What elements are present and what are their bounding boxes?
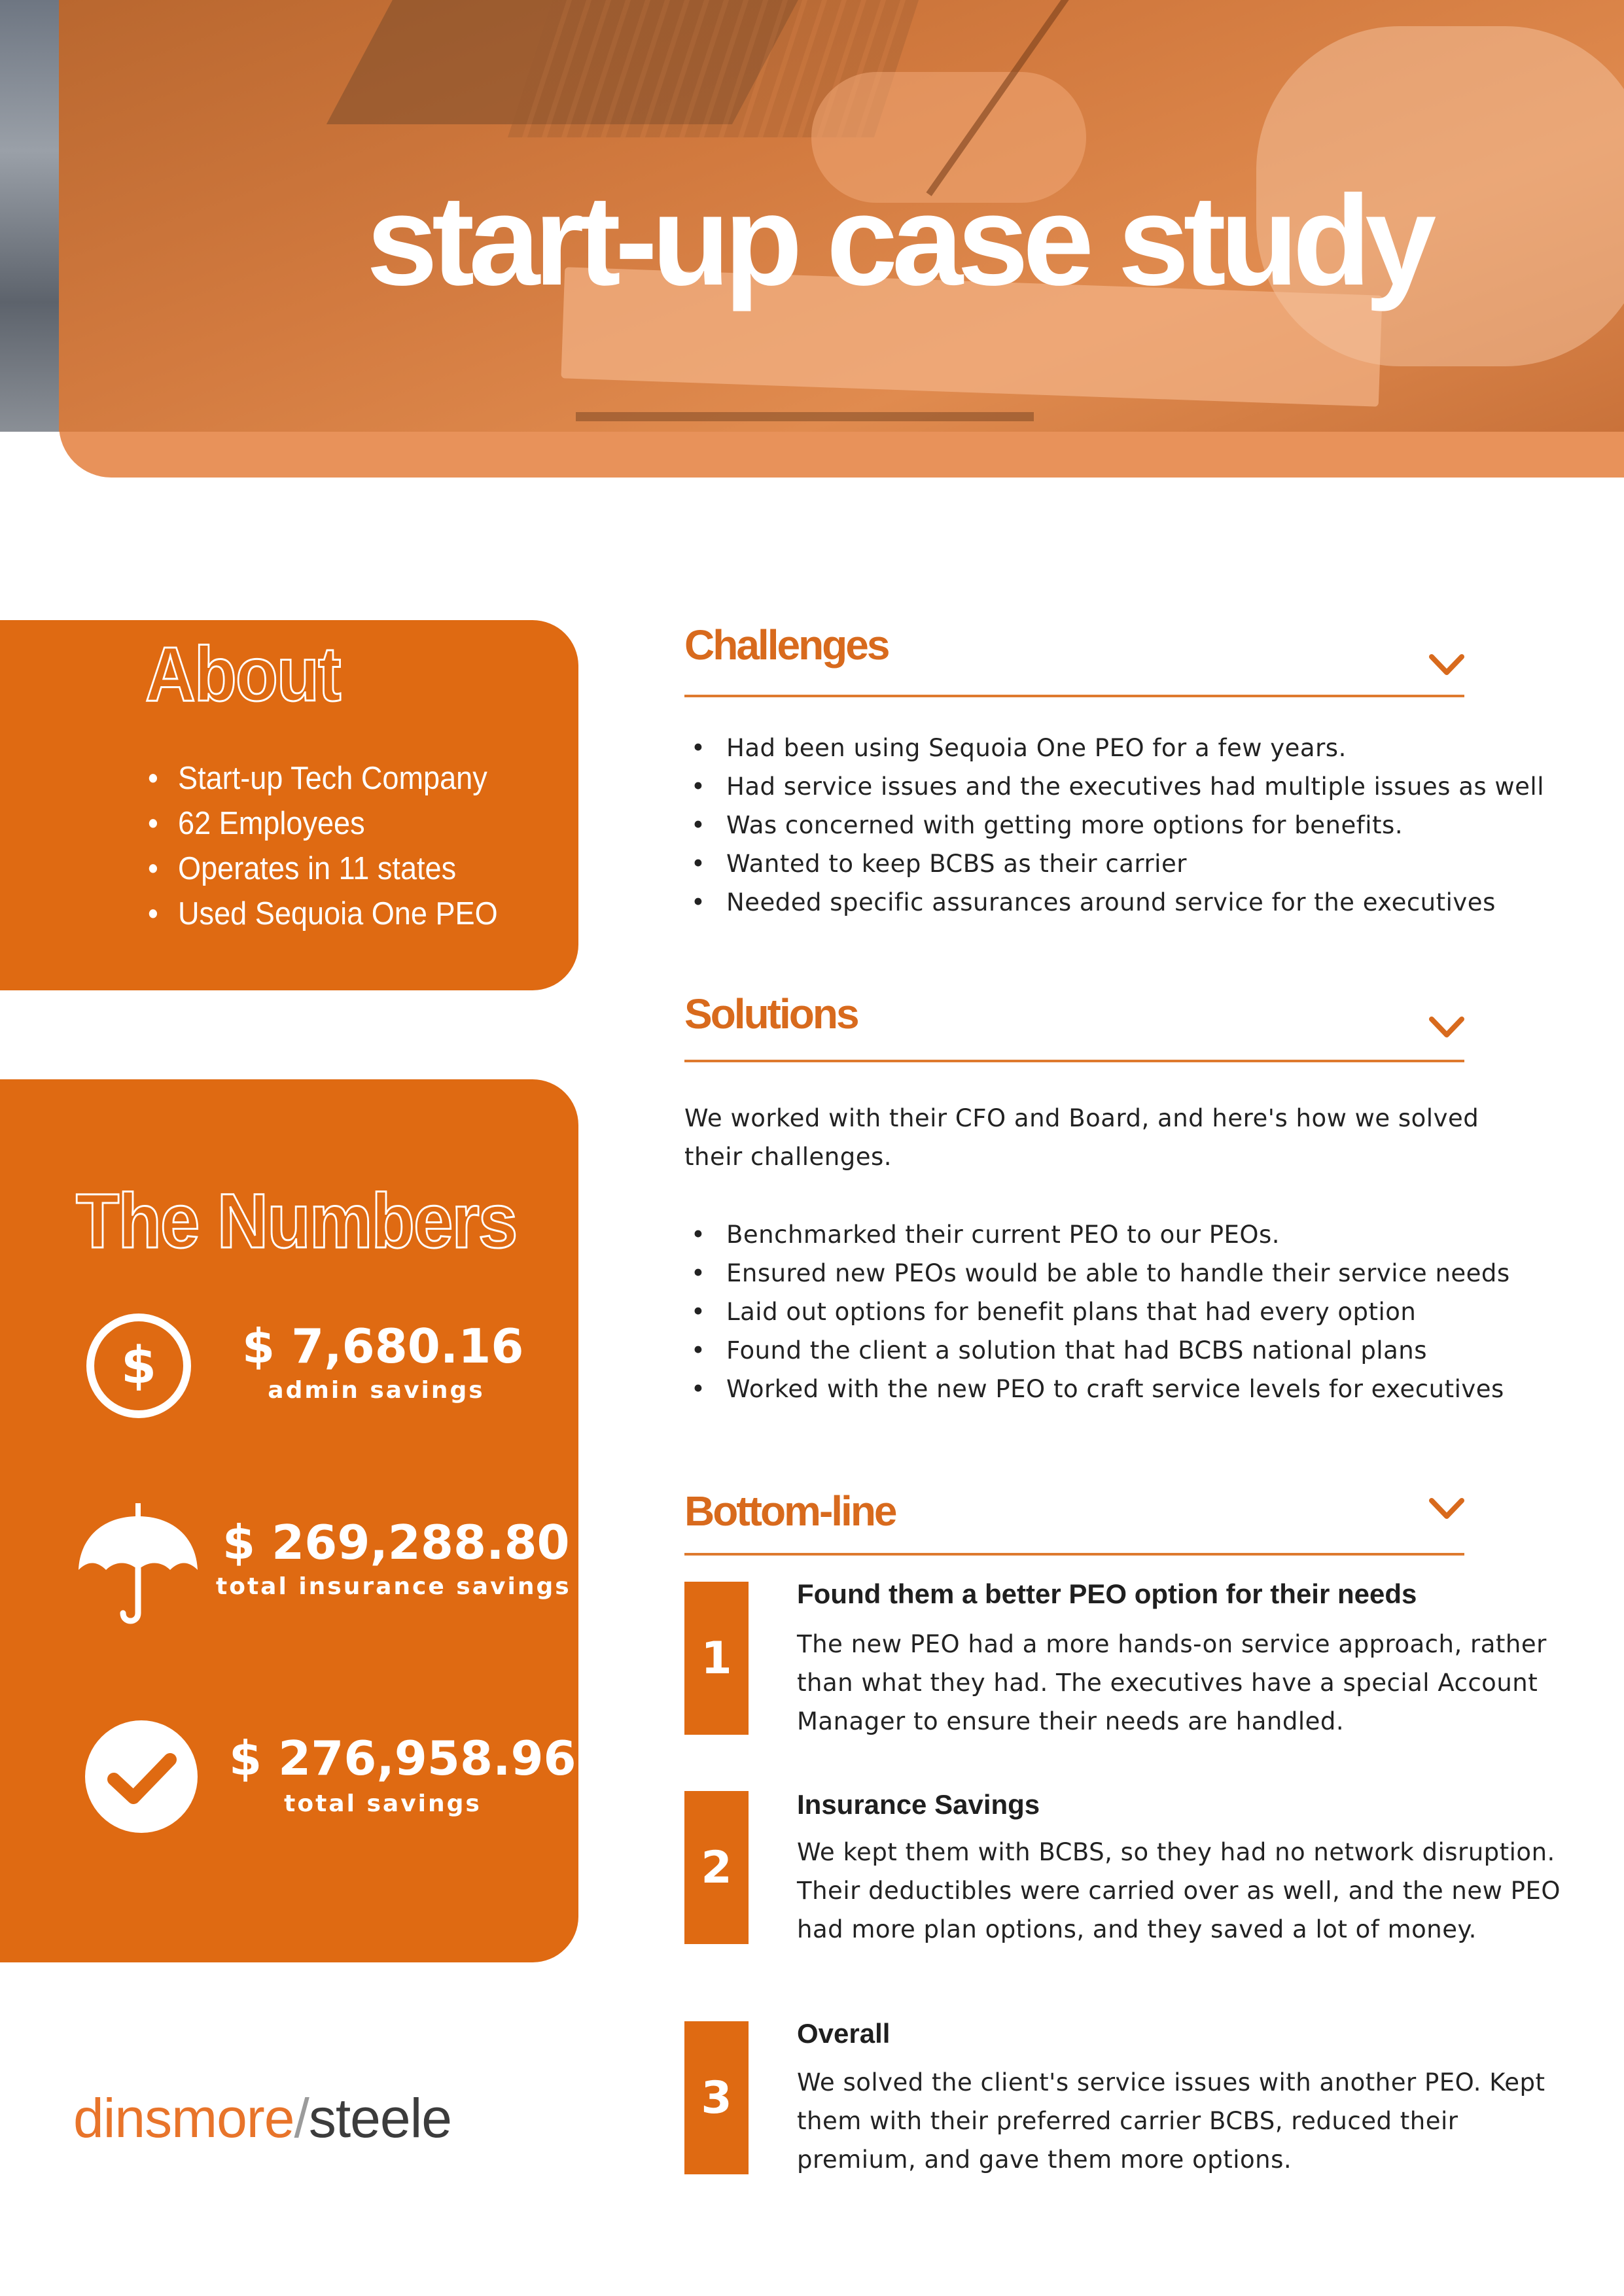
solutions-intro: We worked with their CFO and Board, and here's how we solved their challenges. xyxy=(684,1104,1479,1171)
stat-value: $ 276,958.96 xyxy=(229,1731,576,1786)
list-item: • Had been using Sequoia One PEO for a few years. xyxy=(691,729,1544,767)
stat-value: $ 269,288.80 xyxy=(222,1515,570,1570)
bottom-line-item-body: We kept them with BCBS, so they had no network disruption. Their deductibles were carried over as well, and the new PEO had more plan options, and they saved a lot of money. xyxy=(797,1838,1561,1943)
stat-label: admin savings xyxy=(268,1377,485,1404)
bottom-line-item-body: We solved the client's service issues with another PEO. Kept them with their preferred carrier BCBS, reduced their premium, and gave them more options. xyxy=(797,2068,1545,2174)
chevron-down-icon[interactable] xyxy=(1428,1014,1466,1040)
logo-part-1: dinsmore xyxy=(73,2087,294,2149)
section-divider xyxy=(684,695,1464,697)
list-item: • Ensured new PEOs would be able to handle their service needs xyxy=(691,1254,1510,1293)
svg-text:$: $ xyxy=(120,1336,157,1395)
list-item: • Benchmarked their current PEO to our PEOs. xyxy=(691,1215,1510,1254)
list-item: • Wanted to keep BCBS as their carrier xyxy=(691,844,1544,883)
list-item: • Found the client a solution that had BCBS national plans xyxy=(691,1331,1510,1370)
bottom-line-item-title: Found them a better PEO option for their needs xyxy=(797,1578,1417,1609)
umbrella-icon xyxy=(76,1498,200,1629)
hero-photo-edge xyxy=(0,0,59,432)
company-logo xyxy=(73,2087,451,2149)
number-badge: 1 xyxy=(684,1582,749,1735)
number-badge: 3 xyxy=(684,2021,749,2174)
list-item: • Worked with the new PEO to craft service levels for executives xyxy=(691,1370,1510,1408)
stat-label: total insurance savings xyxy=(216,1573,571,1600)
number-badge: 2 xyxy=(684,1791,749,1944)
logo-slash: / xyxy=(294,2087,309,2149)
solutions-list xyxy=(691,1215,1510,1408)
section-divider xyxy=(684,1060,1464,1062)
chevron-down-icon[interactable] xyxy=(1428,1495,1466,1522)
list-item: • Used Sequoia One PEO xyxy=(148,892,498,937)
logo-part-2: steele xyxy=(308,2087,451,2149)
about-title: About xyxy=(145,631,340,718)
section-divider xyxy=(684,1553,1464,1556)
challenges-heading: Challenges xyxy=(684,621,889,669)
stat-value: $ 7,680.16 xyxy=(242,1319,524,1374)
bottom-line-item-body: The new PEO had a more hands-on service approach, rather than what they had. The executives have a special Account Manager to ensure their needs are handled. xyxy=(797,1630,1547,1735)
challenges-list xyxy=(691,729,1544,922)
dollar-circle-icon xyxy=(84,1311,194,1421)
list-item: • Was concerned with getting more options for benefits. xyxy=(691,806,1544,844)
check-circle-icon xyxy=(84,1719,199,1834)
page-title: start-up case study xyxy=(366,169,1431,312)
bottom-line-heading: Bottom-line xyxy=(684,1487,896,1535)
ruler-shape xyxy=(576,412,1034,421)
stat-label: total savings xyxy=(284,1790,482,1817)
list-item: • Start-up Tech Company xyxy=(148,756,498,801)
list-item: • Needed specific assurances around service for the executives xyxy=(691,883,1544,922)
numbers-title: The Numbers xyxy=(76,1178,517,1264)
list-item: • Laid out options for benefit plans that had every option xyxy=(691,1293,1510,1331)
list-item: • Had service issues and the executives had multiple issues as well xyxy=(691,767,1544,806)
about-list xyxy=(148,756,528,937)
chevron-down-icon[interactable] xyxy=(1428,652,1466,678)
list-item: • 62 Employees xyxy=(148,801,498,846)
bottom-line-item-title: Insurance Savings xyxy=(797,1789,1040,1820)
bottom-line-item-title: Overall xyxy=(797,2018,891,2049)
solutions-heading: Solutions xyxy=(684,990,858,1037)
list-item: • Operates in 11 states xyxy=(148,846,498,892)
